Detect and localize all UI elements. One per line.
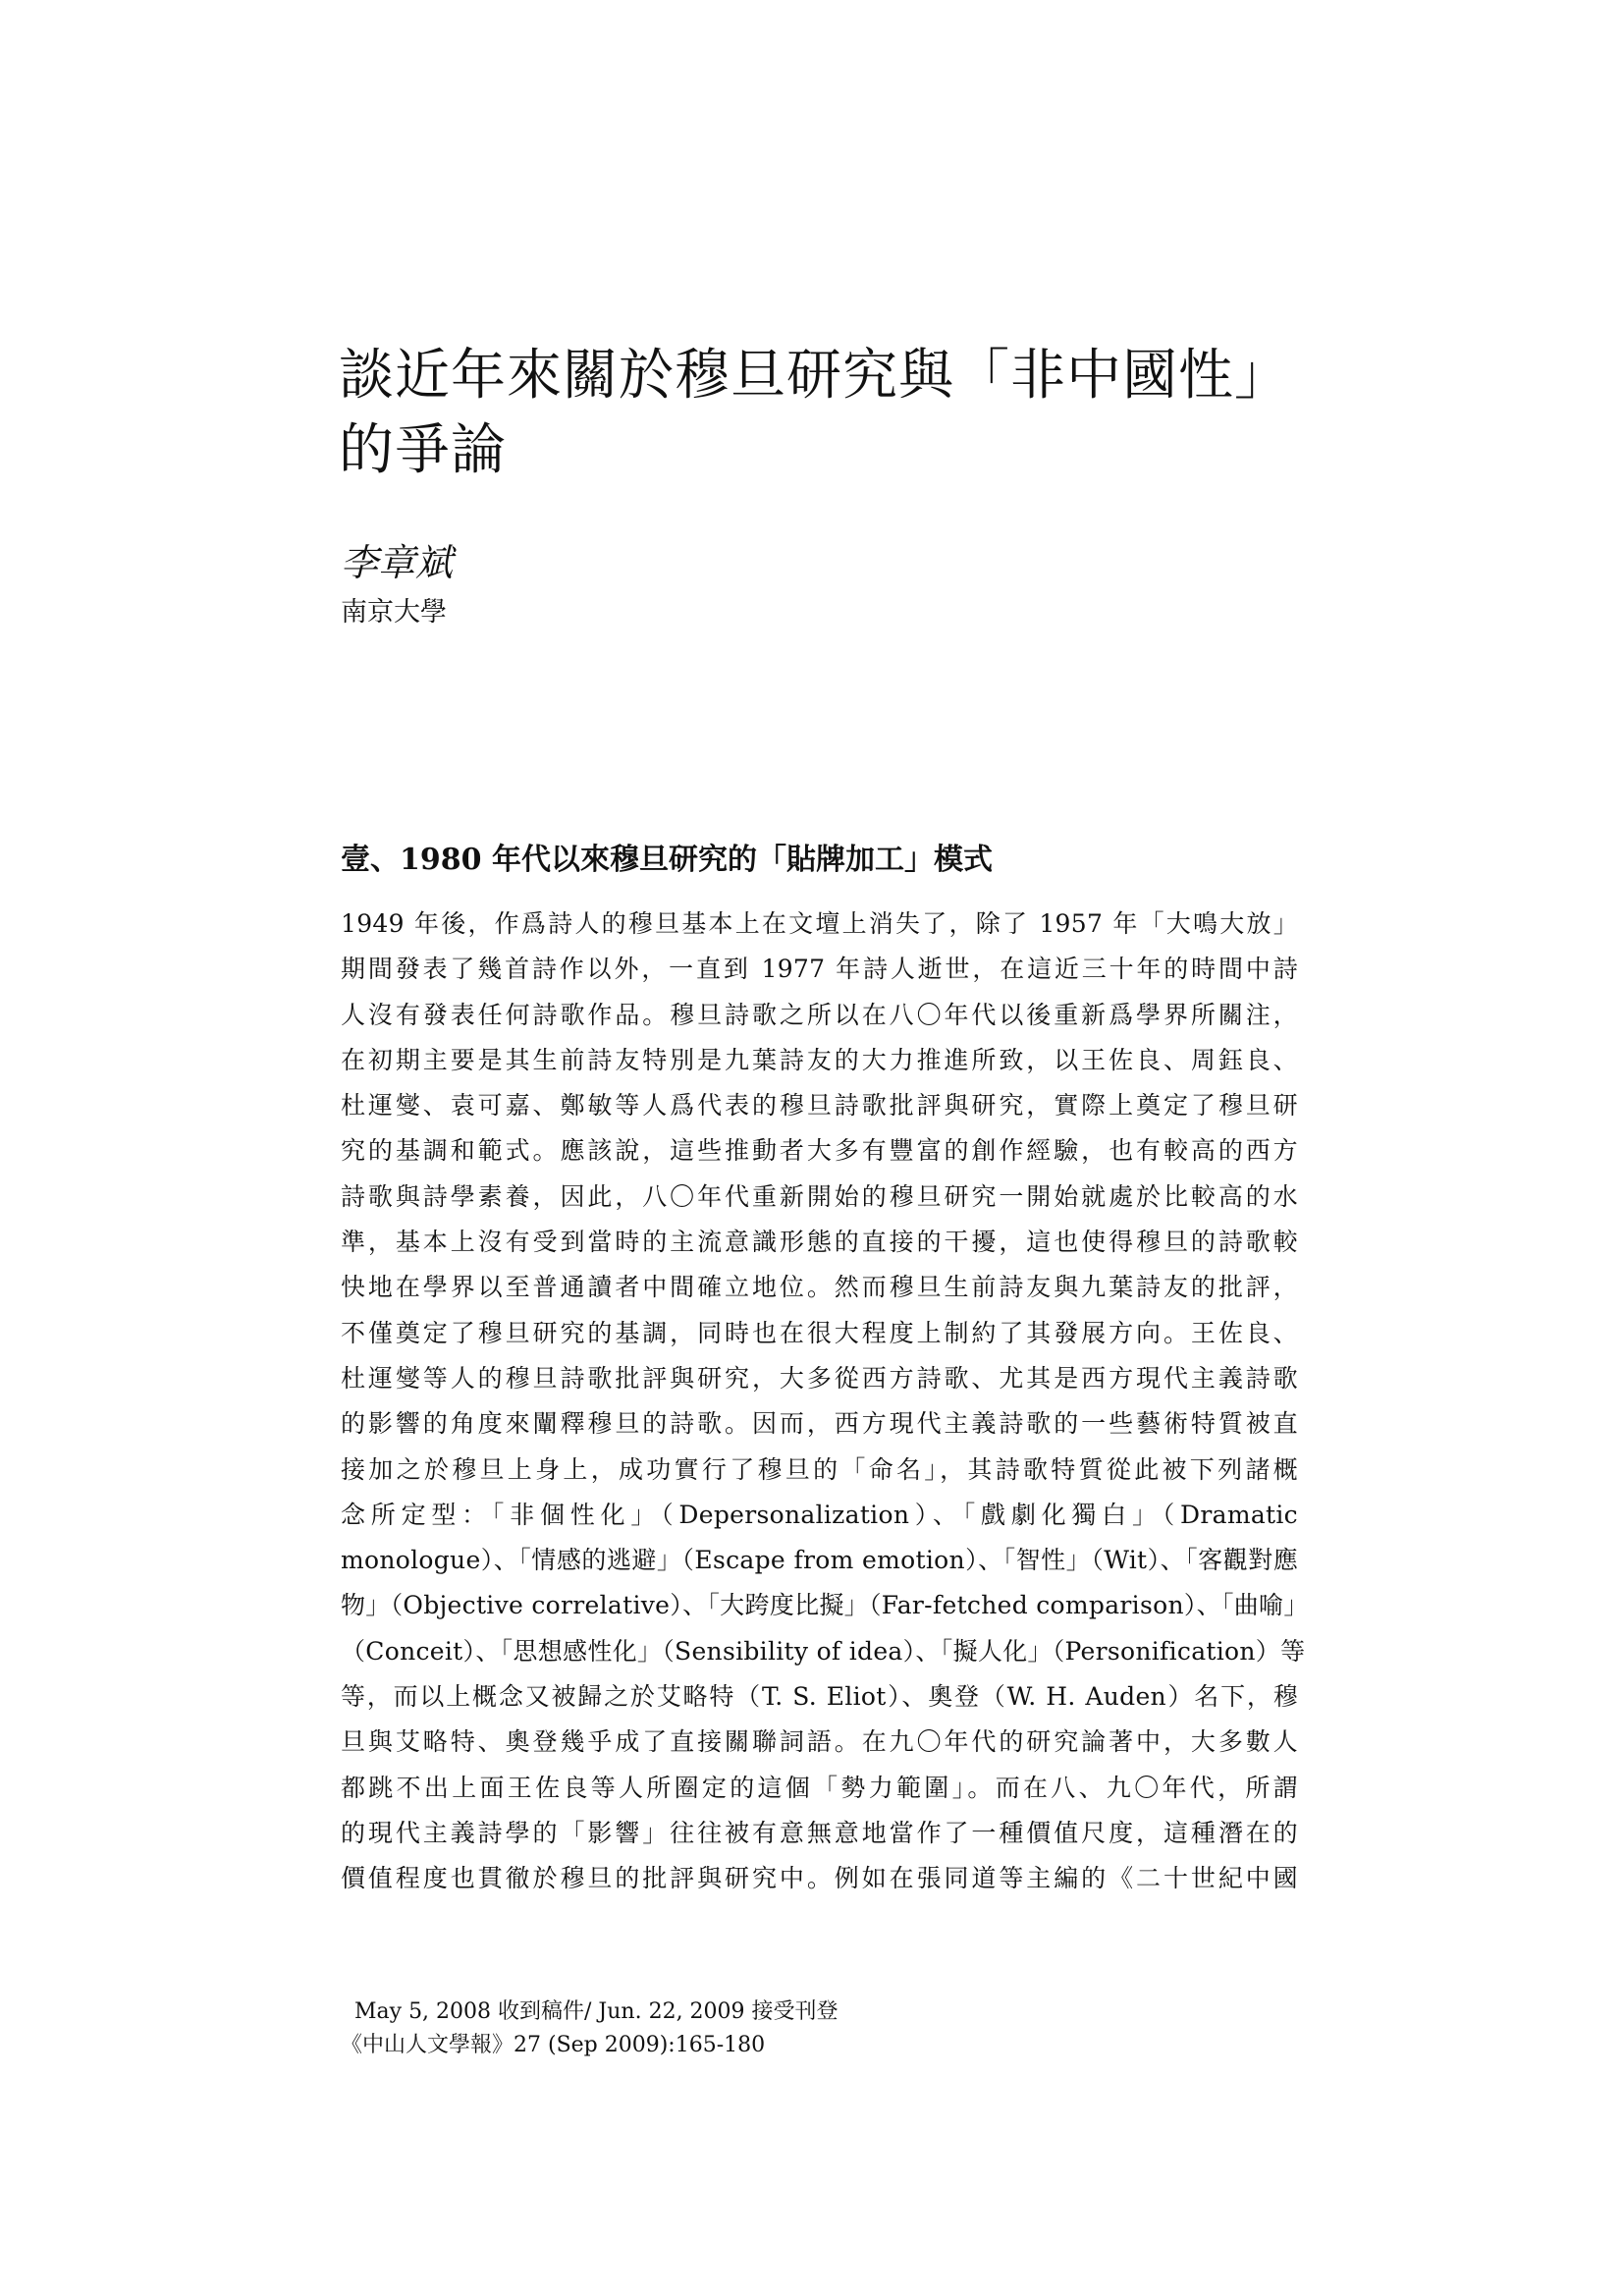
- author-name: 李章斌: [341, 541, 454, 584]
- body-line: 旦與艾略特、奧登幾乎成了直接關聯詞語。在九〇年代的研究論著中，大多數人: [341, 1727, 1298, 1757]
- body-line: 都跳不出上面王佐良等人所圈定的這個「勢力範圍」。而在八、九〇年代，所謂: [341, 1773, 1298, 1802]
- body-line: monologue）、「情感的逃避」（Escape from emotion）、「智性」（Wit）、「客觀對應: [341, 1546, 1298, 1575]
- received-accepted-dates: May 5, 2008 收到稿件/ Jun. 22, 2009 接受刊登: [354, 1999, 839, 2024]
- body-line: 念所定型：「非個性化」（Depersonalization）、「戲劇化獨白」（Dramatic: [341, 1500, 1298, 1529]
- author-affiliation: 南京大學: [341, 597, 447, 628]
- section-heading: 壹、1980 年代以來穆旦研究的「貼牌加工」模式: [341, 843, 993, 877]
- body-line: 的現代主義詩學的「影響」往往被有意無意地當作了一種價值尺度，這種潛在的: [341, 1818, 1298, 1847]
- body-line: 價值程度也貫徹於穆旦的批評與研究中。例如在張同道等主編的《二十世紀中國: [341, 1864, 1298, 1893]
- body-line: （Conceit）、「思想感性化」（Sensibility of idea）、「擬人化」（Personification）等: [341, 1636, 1306, 1666]
- body-line: 1949 年後，作爲詩人的穆旦基本上在文壇上消失了，除了 1957 年「大鳴大放」: [341, 909, 1298, 938]
- body-line: 人沒有發表任何詩歌作品。穆旦詩歌之所以在八〇年代以後重新爲學界所關注，: [341, 1000, 1298, 1029]
- body-line: 物」（Objective correlative）、「大跨度比擬」（Far-fetched comparison）、「曲喻」: [341, 1591, 1309, 1620]
- body-line: 等，而以上概念又被歸之於艾略特（T. S. Eliot）、奧登（W. H. Auden）名下，穆: [341, 1682, 1298, 1712]
- body-line: 在初期主要是其生前詩友特別是九葉詩友的大力推進所致，以王佐良、周鈺良、: [341, 1045, 1298, 1074]
- body-line: 接加之於穆旦上身上，成功實行了穆旦的「命名」，其詩歌特質從此被下列諸概: [341, 1454, 1298, 1484]
- body-line: 究的基調和範式。應該說，這些推動者大多有豐富的創作經驗，也有較高的西方: [341, 1136, 1298, 1166]
- article-title-line-1: 談近年來關於穆旦研究與「非中國性」: [339, 344, 1290, 408]
- body-line: 快地在學界以至普通讀者中間確立地位。然而穆旦生前詩友與九葉詩友的批評，: [341, 1273, 1298, 1302]
- journal-citation: 《中山人文學報》27 (Sep 2009):165-180: [341, 2033, 766, 2057]
- body-line: 的影響的角度來闡釋穆旦的詩歌。因而，西方現代主義詩歌的一些藝術特質被直: [341, 1409, 1298, 1439]
- body-line: 不僅奠定了穆旦研究的基調，同時也在很大程度上制約了其發展方向。王佐良、: [341, 1318, 1298, 1347]
- body-paragraph: [341, 902, 1309, 1902]
- body-line: 杜運燮、袁可嘉、鄭敏等人爲代表的穆旦詩歌批評與研究，實際上奠定了穆旦研: [341, 1091, 1298, 1121]
- article-title: [339, 339, 1321, 488]
- body-line: 期間發表了幾首詩作以外，一直到 1977 年詩人逝世，在這近三十年的時間中詩: [341, 955, 1298, 984]
- publication-footnote: [341, 1995, 839, 2062]
- body-line: 詩歌與詩學素養，因此，八〇年代重新開始的穆旦研究一開始就處於比較高的水: [341, 1181, 1298, 1211]
- body-line: 準，基本上沒有受到當時的主流意識形態的直接的干擾，這也使得穆旦的詩歌較: [341, 1228, 1298, 1257]
- article-title-line-2: 的爭論: [339, 418, 507, 482]
- body-line: 杜運燮等人的穆旦詩歌批評與研究，大多從西方詩歌、尤其是西方現代主義詩歌: [341, 1363, 1298, 1393]
